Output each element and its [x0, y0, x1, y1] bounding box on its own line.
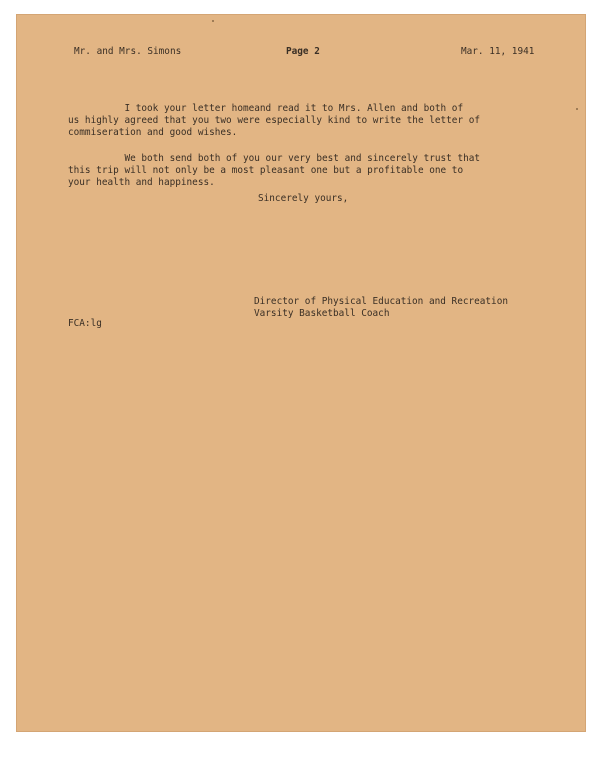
closing: Sincerely yours,: [258, 193, 349, 204]
header-recipient: Mr. and Mrs. Simons: [74, 46, 182, 57]
body-paragraph-1: [68, 103, 480, 139]
body-line: I took your letter homeand read it to Mrs. Allen and both of: [68, 103, 464, 114]
body-line: We both send both of you our very best and sincerely trust that: [68, 153, 481, 164]
typist-initials: FCA:lg: [68, 318, 102, 329]
paper-speck: [576, 108, 578, 110]
body-line: your health and happiness.: [68, 177, 215, 188]
body-paragraph-2: [68, 153, 480, 189]
header-date: Mar. 11, 1941: [461, 46, 535, 57]
body-line: this trip will not only be a most pleasant one but a profitable one to: [68, 165, 464, 176]
bleed-through-text: [76, 109, 556, 364]
paper-speck: [212, 20, 214, 22]
header-page-number: Page 2: [286, 46, 320, 57]
signature-title-2: Varsity Basketball Coach: [254, 308, 390, 319]
body-line: us highly agreed that you two were especially kind to write the letter of: [68, 115, 481, 126]
signature-title-1: Director of Physical Education and Recreation: [254, 296, 508, 307]
body-line: commiseration and good wishes.: [68, 127, 238, 138]
